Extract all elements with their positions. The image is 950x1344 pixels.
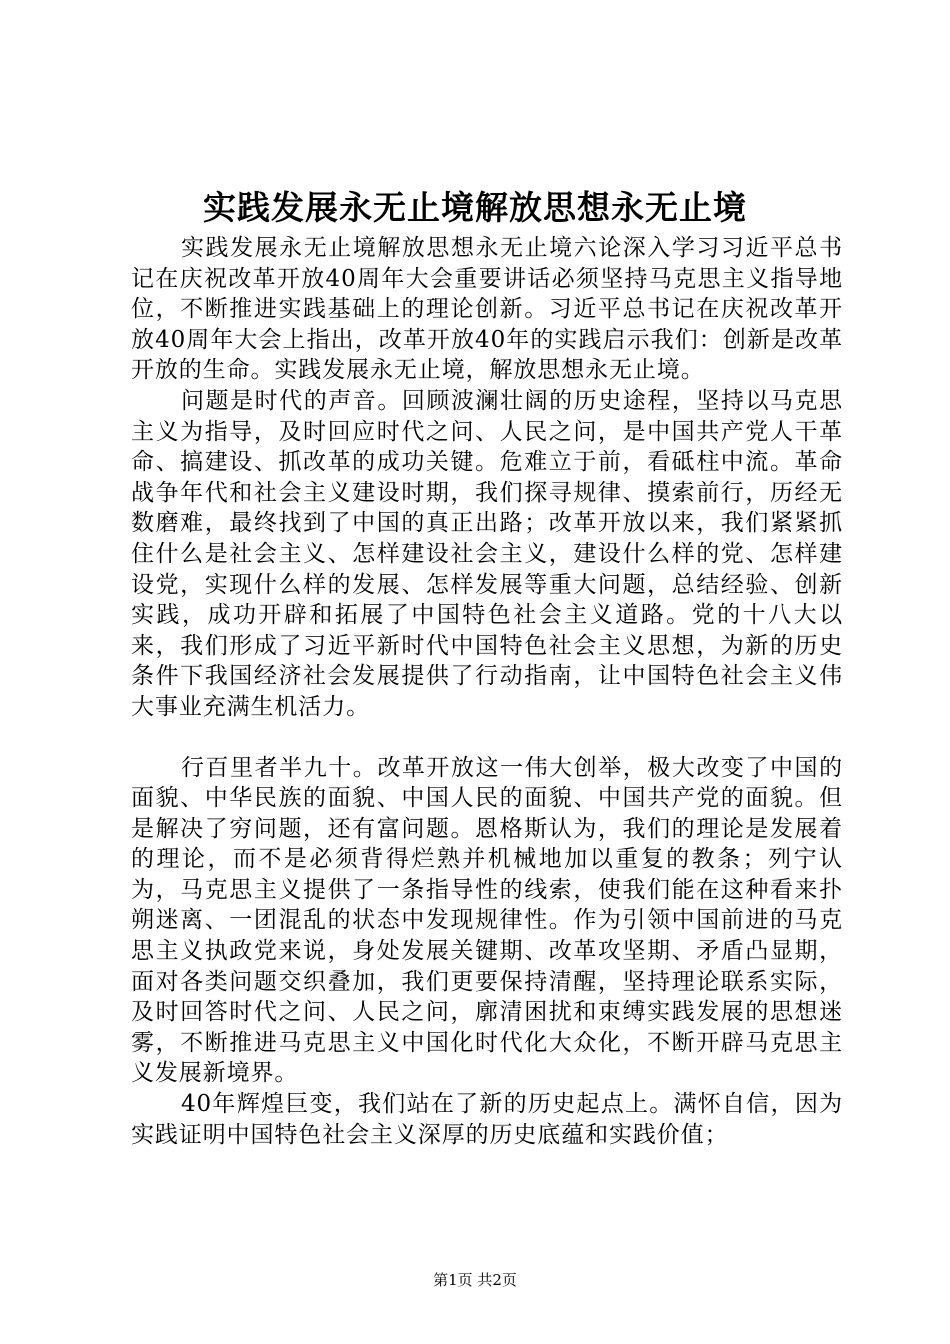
paragraph-2: 问题是时代的声音。回顾波澜壮阔的历史途程，坚持以马克思主义为指导，及时回应时代之问、人民之问，是中国共产党人干革命、搞建设、抓改革的成功关键。危难立于前，看砥柱中流。革命战争年代和社会主义建设时期，我们探寻规律、摸索前行，历经无数磨难，最终找到了中国的真正出路；改革开放以来，我们紧紧抓住什么是社会主义、怎样建设社会主义，建设什么样的党、怎样建设党，实现什么样的发展、怎样发展等重大问题，总结经验、创新实践，成功开辟和拓展了中国特色社会主义道路。党的十八大以来，我们形成了习近平新时代中国特色社会主义思想，为新的历史条件下我国经济社会发展提供了行动指南，让中国特色社会主义伟大事业充满生机活力。 <box>131 387 843 720</box>
page-footer: 第1页 共2页 <box>433 1271 517 1289</box>
document-title: 实践发展永无止境解放思想永无止境 <box>203 188 747 227</box>
document-body <box>131 233 843 1150</box>
paragraph-4: 40年辉煌巨变，我们站在了新的历史起点上。满怀自信，因为实践证明中国特色社会主义深厚的历史底蕴和实践价值； <box>131 1091 843 1148</box>
paragraph-1: 实践发展永无止境解放思想永无止境六论深入学习习近平总书记在庆祝改革开放40周年大会重要讲话必须坚持马克思主义指导地位，不断推进实践基础上的理论创新。习近平总书记在庆祝改革开放40周年大会上指出，改革开放40年的实践启示我们：创新是改革开放的生命。实践发展永无止境，解放思想永无止境。 <box>131 235 843 384</box>
paragraph-gap <box>131 723 843 753</box>
paragraph-3: 行百里者半九十。改革开放这一伟大创举，极大改变了中国的面貌、中华民族的面貌、中国人民的面貌、中国共产党的面貌。但是解决了穷问题，还有富问题。恩格斯认为，我们的理论是发展着的理论，而不是必须背得烂熟并机械地加以重复的教条；列宁认为，马克思主义提供了一条指导性的线索，使我们能在这种看来扑朔迷离、一团混乱的状态中发现规律性。作为引领中国前进的马克思主义执政党来说，身处发展关键期、改革攻坚期、矛盾凸显期，面对各类问题交织叠加，我们更要保持清醒，坚持理论联系实际，及时回答时代之问、人民之问，廓清困扰和束缚实践发展的思想迷雾，不断推进马克思主义中国化时代化大众化，不断开辟马克思主义发展新境界。 <box>131 754 843 1087</box>
